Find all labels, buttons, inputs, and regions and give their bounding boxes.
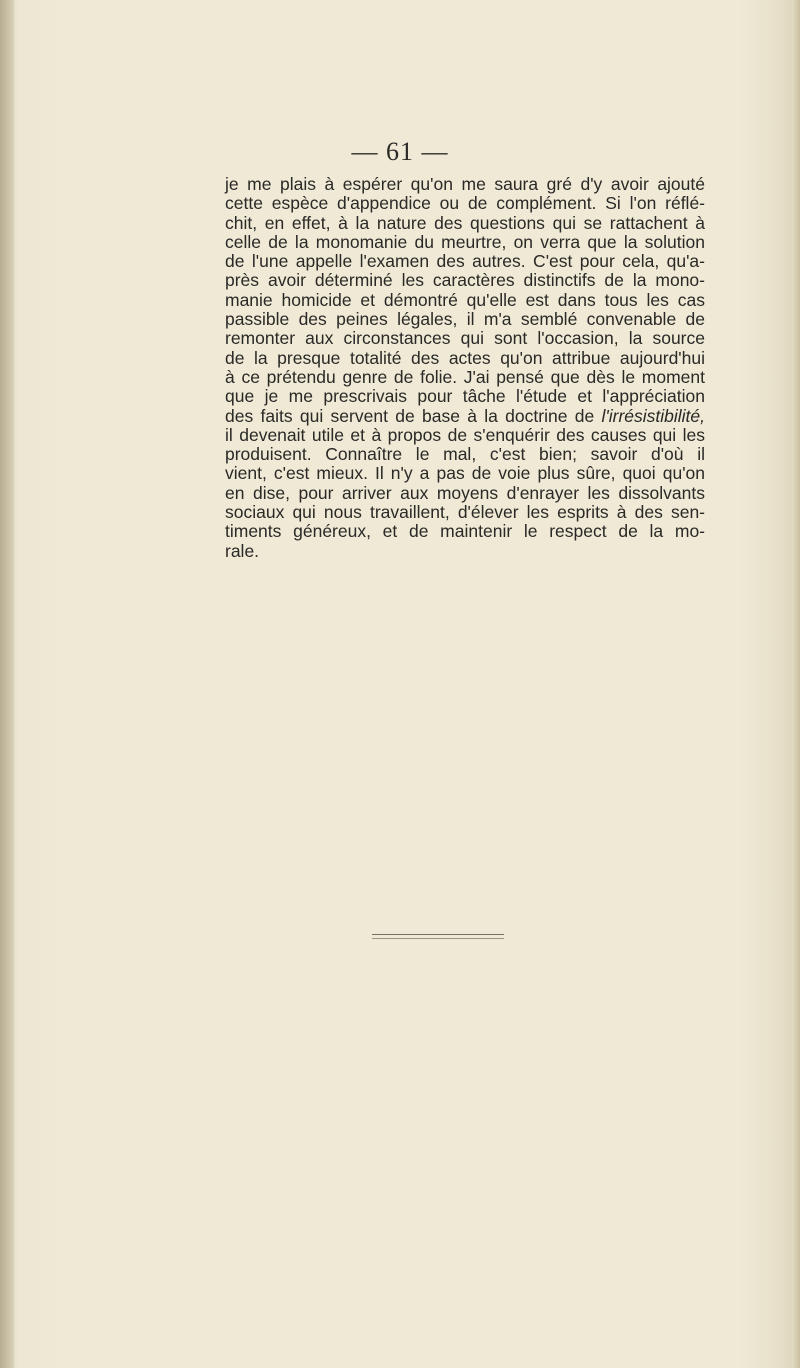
end-rule-secondary bbox=[372, 938, 504, 939]
text-line-13 bbox=[225, 407, 705, 426]
text-line-10: de la presque totalité des actes qu'on attribue aujourd'hui bbox=[225, 347, 705, 368]
text-line-18: sociaux qui nous travaillent, d'élever les esprits à des sen- bbox=[225, 502, 705, 523]
text-line-9: remonter aux circonstances qui sont l'occasion, la source bbox=[225, 328, 705, 349]
text-line-6: près avoir déterminé les caractères distinctifs de la mono- bbox=[225, 270, 705, 291]
end-rule bbox=[372, 934, 504, 935]
text-line-13-roman: des faits qui servent de base à la doctrine de bbox=[225, 405, 602, 426]
body-paragraph bbox=[225, 175, 705, 561]
text-line-15: produisent. Connaître le mal, c'est bien; savoir d'où il bbox=[225, 444, 705, 465]
page-edge-shadow bbox=[792, 0, 800, 1368]
page-gutter-shadow bbox=[0, 0, 14, 1368]
text-line-12: que je me prescrivais pour tâche l'étude et l'appréciation bbox=[225, 386, 705, 407]
text-line-8: passible des peines légales, il m'a semblé convenable de bbox=[225, 309, 705, 330]
text-line-14: il devenait utile et à propos de s'enquérir des causes qui les bbox=[225, 424, 705, 445]
page-number: — 61 — bbox=[351, 137, 449, 166]
text-line-1: je me plais à espérer qu'on me saura gré d'y avoir ajouté bbox=[225, 174, 705, 194]
text-line-2: cette espèce d'appendice ou de complément. Si l'on réflé- bbox=[225, 193, 705, 214]
text-line-16: vient, c'est mieux. Il n'y a pas de voie plus sûre, quoi qu'on bbox=[225, 463, 705, 484]
text-line-19: timents généreux, et de maintenir le respect de la mo- bbox=[225, 521, 705, 542]
text-line-3: chit, en effet, à la nature des questions qui se rattachent à bbox=[225, 212, 705, 233]
text-line-20: rale. bbox=[225, 540, 260, 561]
text-line-5: de l'une appelle l'examen des autres. C'est pour cela, qu'a- bbox=[225, 251, 705, 272]
text-line-7: manie homicide et démontré qu'elle est dans tous les cas bbox=[225, 289, 705, 310]
text-line-13-italic: l'irrésistibilité, bbox=[601, 405, 705, 426]
text-line-4: celle de la monomanie du meurtre, on verra que la solution bbox=[225, 231, 705, 252]
text-line-17: en dise, pour arriver aux moyens d'enrayer les dissolvants bbox=[225, 482, 705, 503]
text-line-11: à ce prétendu genre de folie. J'ai pensé que dès le moment bbox=[225, 366, 705, 387]
